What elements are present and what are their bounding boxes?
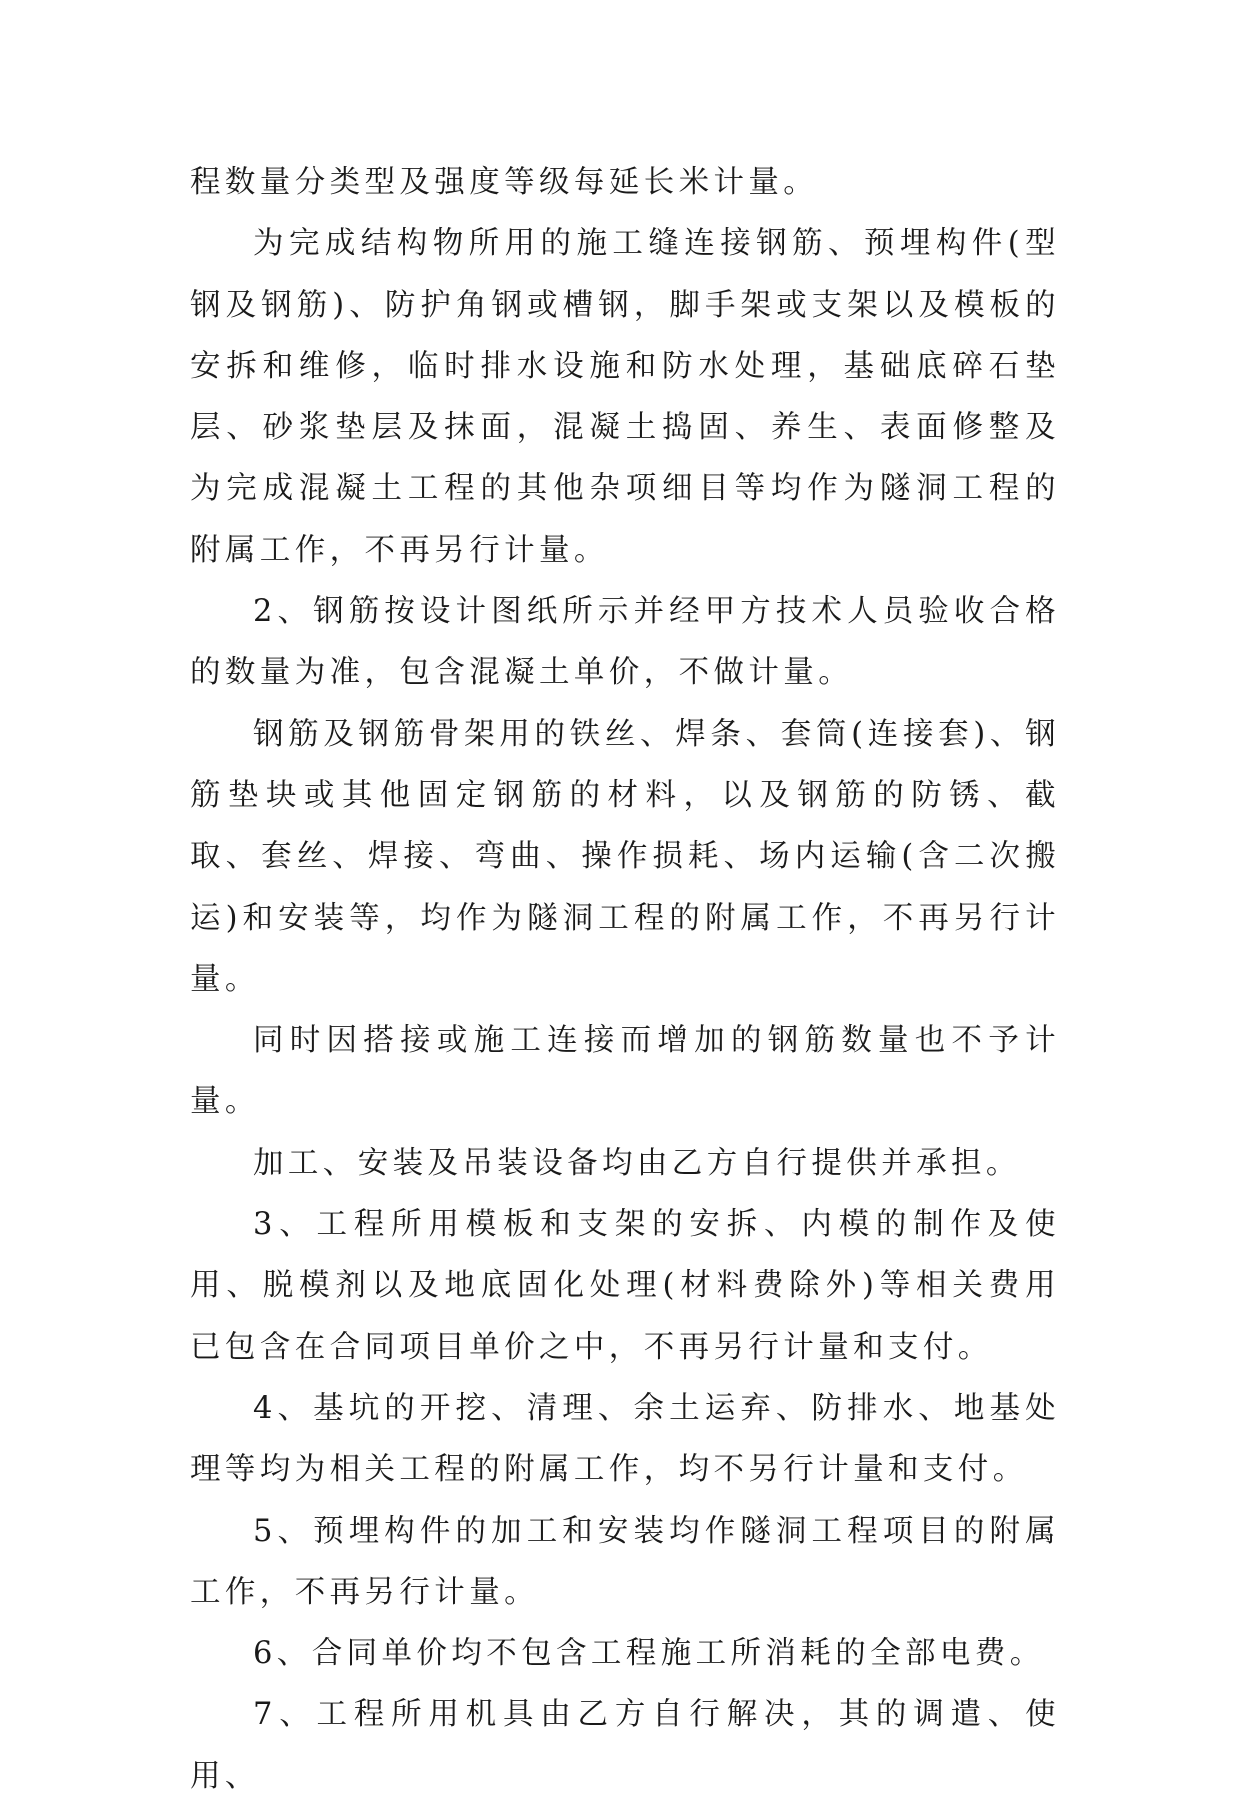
paragraph-8: 4、基坑的开挖、清理、余土运弃、防排水、地基处理等均为相关工程的附属工作，均不另行计量和支付。	[190, 1390, 1060, 1488]
paragraph-10: 6、合同单价均不包含工程施工所消耗的全部电费。	[253, 1636, 1045, 1672]
paragraph-7: 3、工程所用模板和支架的安拆、内模的制作及使用、脱模剂以及地底固化处理(材料费除外)等相关费用已包含在合同项目单价之中，不再另行计量和支付。	[190, 1207, 1060, 1365]
paragraph-5: 同时因搭接或施工连接而增加的钢筋数量也不予计量。	[190, 1023, 1060, 1120]
paragraph-1: 程数量分类型及强度等级每延长米计量。	[190, 165, 819, 200]
paragraph-6: 加工、安装及吊装设备均由乙方自行提供并承担。	[253, 1145, 1021, 1181]
paragraph-9: 5、预埋构件的加工和安装均作隧洞工程项目的附属工作，不再另行计量。	[190, 1513, 1060, 1610]
paragraph-11: 7、工程所用机具由乙方自行解决，其的调遣、使用、	[190, 1697, 1060, 1794]
document-body	[190, 152, 1060, 1807]
paragraph-2: 为完成结构物所用的施工缝连接钢筋、预埋构件(型钢及钢筋)、防护角钢或槽钢，脚手架或支架以及模板的安拆和维修，临时排水设施和防水处理，基础底碎石垫层、砂浆垫层及抹面，混凝土捣固、养生、表面修整及为完成混凝土工程的其他杂项细目等均作为隧洞工程的附属工作，不再另行计量。	[190, 226, 1060, 568]
paragraph-4: 钢筋及钢筋骨架用的铁丝、焊条、套筒(连接套)、钢筋垫块或其他固定钢筋的材料，以及钢筋的防锈、截取、套丝、焊接、弯曲、操作损耗、场内运输(含二次搬运)和安装等，均作为隧洞工程的附属工作，不再另行计量。	[190, 716, 1060, 997]
paragraph-3: 2、钢筋按设计图纸所示并经甲方技术人员验收合格的数量为准，包含混凝土单价，不做计量。	[190, 594, 1060, 691]
